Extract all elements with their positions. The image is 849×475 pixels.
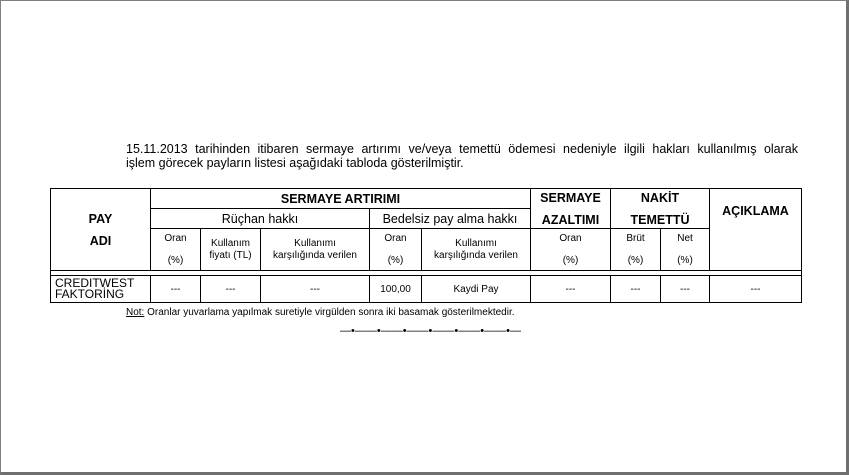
- pay-adi-header: PAY ADI: [51, 189, 151, 271]
- azaltim-oran-header: Oran (%): [531, 229, 611, 271]
- aciklama-header: AÇIKLAMA: [710, 189, 802, 271]
- ruchan-oran-cell: ---: [151, 276, 201, 303]
- intro-line-1: 15.11.2013 tarihinden itibaren sermaye artırımı ve/veya temettü ödemesi nedeniyle ilgili hakları kullanılmış olarak: [126, 142, 798, 156]
- table-row: [51, 276, 802, 303]
- separator-line: —•——•——•——•——•——•——•—: [340, 325, 521, 337]
- net-header: Net (%): [661, 229, 710, 271]
- ruchan-hakki-header: Rüçhan hakkı: [151, 209, 370, 229]
- footnote-label: Not:: [126, 307, 145, 318]
- ruchan-fiyat-cell: ---: [201, 276, 261, 303]
- aciklama-cell: ---: [710, 276, 802, 303]
- pay-name-cell: CREDITWEST FAKTORİNG: [51, 276, 151, 303]
- bedelsiz-header: Bedelsiz pay alma hakkı: [370, 209, 531, 229]
- nakit-temettu-header: NAKİT TEMETTÜ: [611, 189, 710, 229]
- footnote: [126, 307, 515, 318]
- footnote-text: Oranlar yuvarlama yapılmak suretiyle virgülden sonra iki basamak gösterilmektedir.: [144, 307, 515, 318]
- brut-header: Brüt (%): [611, 229, 661, 271]
- sermaye-azaltimi-header: SERMAYE AZALTIMI: [531, 189, 611, 229]
- rights-table: [50, 188, 802, 303]
- intro-paragraph: [126, 142, 798, 170]
- bedelsiz-karsilik-header: Kullanımı karşılığında verilen: [422, 229, 531, 271]
- ruchan-fiyat-header: Kullanım fiyatı (TL): [201, 229, 261, 271]
- ruchan-oran-header: Oran (%): [151, 229, 201, 271]
- ruchan-karsilik-header: Kullanımı karşılığında verilen: [261, 229, 370, 271]
- sermaye-artirimi-header: SERMAYE ARTIRIMI: [151, 189, 531, 209]
- bedelsiz-oran-header: Oran (%): [370, 229, 422, 271]
- ruchan-karsilik-cell: ---: [261, 276, 370, 303]
- intro-line-2: işlem görecek payların listesi aşağıdaki tabloda gösterilmiştir.: [126, 156, 464, 170]
- bedelsiz-karsilik-cell: Kaydi Pay: [422, 276, 531, 303]
- net-cell: ---: [661, 276, 710, 303]
- brut-cell: ---: [611, 276, 661, 303]
- bedelsiz-oran-cell: 100,00: [370, 276, 422, 303]
- azaltim-oran-cell: ---: [531, 276, 611, 303]
